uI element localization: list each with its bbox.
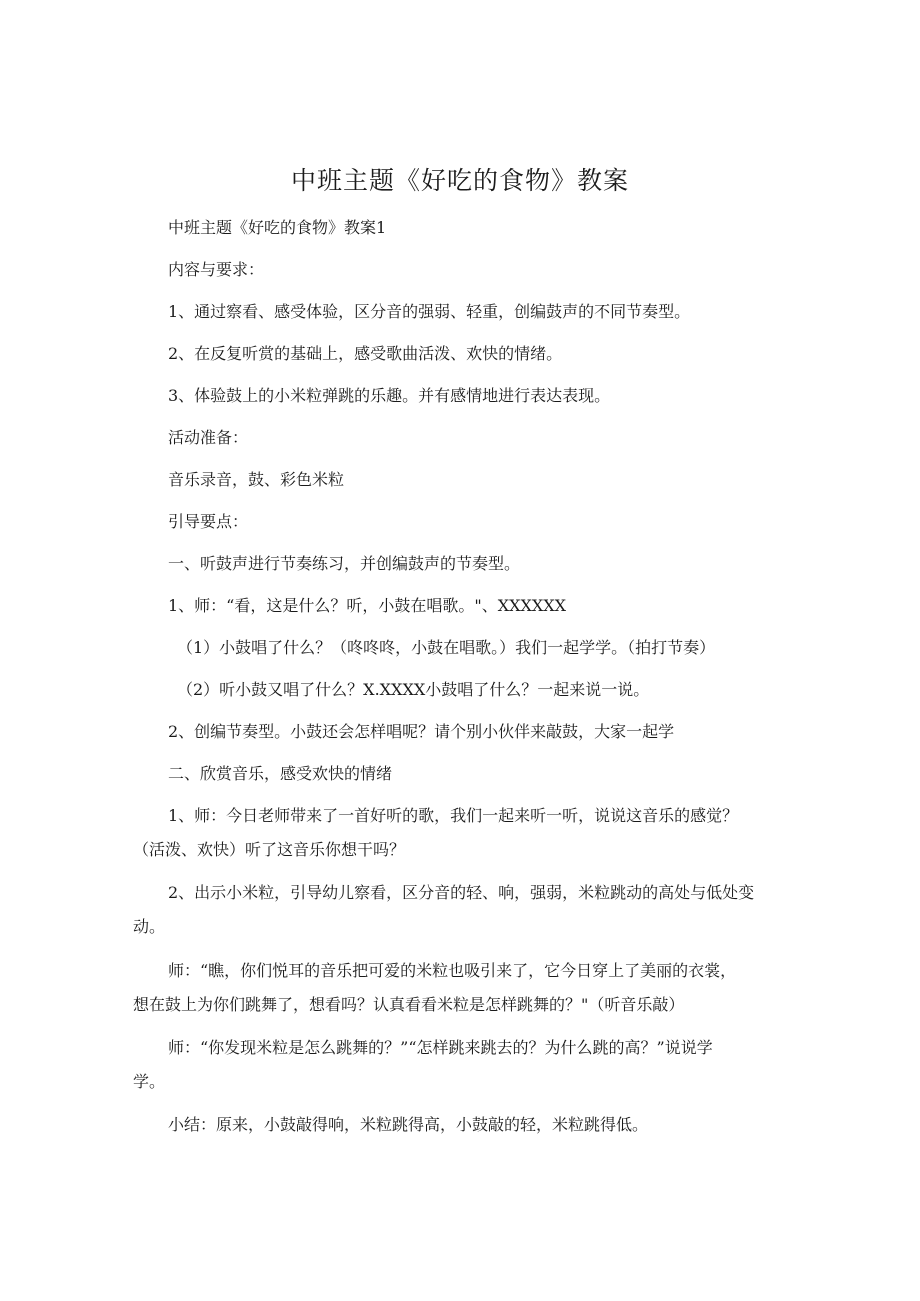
page-title: 中班主题《好吃的食物》教案 xyxy=(290,166,629,195)
section-1-sub-2: （2）听小鼓又唱了什么？X.XXXX小鼓唱了什么？一起来说一说。 xyxy=(177,680,650,699)
section-2-item-2-line-1: 2、出示小米粒，引导幼儿察看，区分音的轻、响，强弱，米粒跳动的高处与低处变 xyxy=(168,883,755,902)
summary-text: 小结：原来，小鼓敲得响，米粒跳得高，小鼓敲的轻，米粒跳得低。 xyxy=(168,1115,649,1134)
section-2-item-2-line-2: 动。 xyxy=(133,917,166,936)
teacher-quote-1-line-2: 想在鼓上为你们跳舞了，想看吗？认真看看米粒是怎样跳舞的？"（听音乐敲） xyxy=(133,995,685,1014)
requirement-2: 2、在反复听赏的基础上，感受歌曲活泼、欢快的情绪。 xyxy=(168,344,563,363)
lesson-subtitle: 中班主题《好吃的食物》教案1 xyxy=(168,218,387,237)
section-1-heading: 一、听鼓声进行节奏练习，并创编鼓声的节奏型。 xyxy=(168,554,521,573)
section-2-heading: 二、欣赏音乐，感受欢快的情绪 xyxy=(168,764,393,783)
prep-text: 音乐录音，鼓、彩色米粒 xyxy=(168,470,345,489)
teacher-quote-2-line-2: 学。 xyxy=(133,1072,166,1091)
section-2-item-1-line-1: 1、师：今日老师带来了一首好听的歌，我们一起来听一听，说说这音乐的感觉？ xyxy=(168,806,739,825)
requirement-3: 3、体验鼓上的小米粒弹跳的乐趣。并有感情地进行表达表现。 xyxy=(168,386,611,405)
guide-heading: 引导要点： xyxy=(168,512,249,531)
section-2-item-1-line-2: （活泼、欢快）听了这音乐你想干吗？ xyxy=(133,840,406,859)
section-1-sub-1: （1）小鼓唱了什么？（咚咚咚，小鼓在唱歌。）我们一起学学。（拍打节奏） xyxy=(177,638,716,657)
content-heading: 内容与要求： xyxy=(168,260,265,279)
teacher-quote-2-line-1: 师：“你发现米粒是怎么跳舞的？”“怎样跳来跳去的？为什么跳的高？”说说学 xyxy=(168,1038,713,1057)
teacher-quote-1-line-1: 师：“瞧，你们悦耳的音乐把可爱的米粒也吸引来了，它今日穿上了美丽的衣裳， xyxy=(168,961,737,980)
section-1-item-2: 2、创编节奏型。小鼓还会怎样唱呢？请个别小伙伴来敲鼓，大家一起学 xyxy=(168,722,675,741)
section-1-item-1: 1、师：“看，这是什么？听，小鼓在唱歌。"、XXXXXX xyxy=(168,596,567,615)
requirement-1: 1、通过察看、感受体验，区分音的强弱、轻重，创编鼓声的不同节奏型。 xyxy=(168,302,691,321)
prep-heading: 活动准备： xyxy=(168,428,249,447)
